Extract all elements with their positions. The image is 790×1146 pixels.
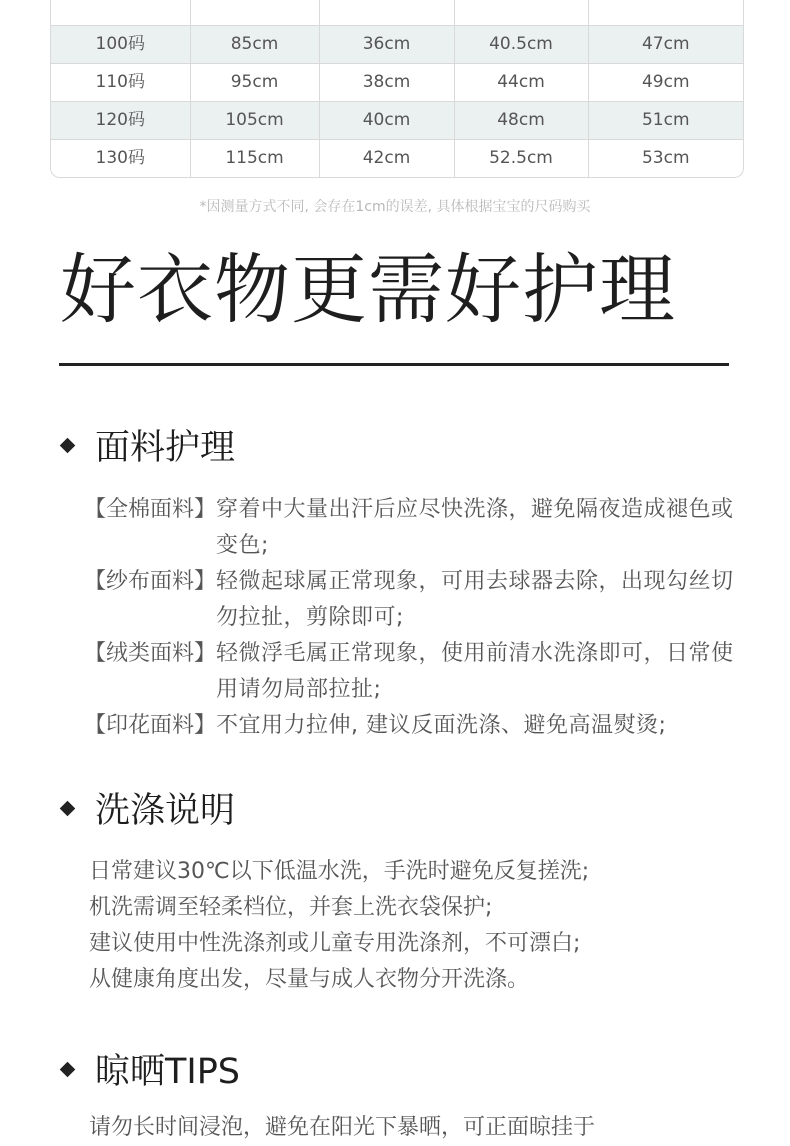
table-cell: 130码: [51, 140, 190, 178]
fabric-label: 【纱布面料】: [84, 569, 217, 594]
fabric-label: 【印花面料】: [84, 713, 217, 738]
list-item: 机洗需调至轻柔档位，并套上洗衣袋保护;: [89, 895, 493, 920]
list-item: [84, 708, 734, 744]
list-item: 从健康角度出发，尽量与成人衣物分开洗涤。: [89, 967, 530, 992]
table-row: [51, 140, 743, 178]
diamond-bullet-icon: [60, 437, 76, 453]
section-heading-drying: [60, 1047, 240, 1091]
table-cell: 120码: [51, 102, 190, 140]
table-row: [51, 0, 743, 26]
table-cell: 38cm: [319, 64, 454, 102]
washing-instructions: [89, 854, 739, 998]
table-cell: 53cm: [641, 148, 690, 168]
table-cell: 40.5cm: [454, 26, 588, 64]
list-item: 建议使用中性洗涤剂或儿童专用洗涤剂，不可漂白;: [89, 931, 581, 956]
title-divider: [59, 363, 729, 366]
section-title: 面料护理: [95, 428, 236, 468]
table-row: [51, 102, 743, 140]
diamond-bullet-icon: [60, 800, 76, 816]
table-cell: 110码: [51, 64, 190, 102]
table-cell: 100码: [51, 26, 190, 64]
section-title: 洗涤说明: [95, 791, 236, 831]
section-heading-fabric-care: [60, 423, 235, 467]
table-row: [51, 26, 743, 64]
table-cell: 115cm: [190, 140, 319, 178]
section-heading-washing: [60, 786, 235, 830]
list-item: [84, 492, 734, 564]
size-table-grid: [51, 0, 743, 177]
fabric-care-text: 轻微起球属正常现象，可用去球器去除，出现勾丝切勿拉扯，剪除即可;: [216, 569, 734, 630]
table-cell: 51cm: [588, 102, 743, 140]
table-cell: 40cm: [319, 102, 454, 140]
list-item: 日常建议30℃以下低温水洗，手洗时避免反复搓洗;: [89, 859, 590, 884]
table-cell: 49cm: [588, 64, 743, 102]
list-item: [84, 564, 734, 636]
drying-tips: [89, 1110, 739, 1146]
list-item: 请勿长时间浸泡，避免在阳光下暴晒，可正面晾挂于: [89, 1115, 596, 1140]
fabric-care-text: 不宜用力拉伸, 建议反面洗涤、避免高温熨烫;: [216, 713, 667, 738]
table-cell: 36cm: [319, 26, 454, 64]
table-cell: 47cm: [588, 26, 743, 64]
table-cell: 42cm: [319, 140, 454, 178]
measurement-note: *因测量方式不同, 会存在1cm的误差, 具体根据宝宝的尺码购买: [199, 199, 591, 215]
fabric-label: 【全棉面料】: [84, 497, 217, 522]
section-title: 晾晒TIPS: [95, 1052, 241, 1092]
table-cell: 85cm: [190, 26, 319, 64]
diamond-bullet-icon: [60, 1061, 76, 1077]
page-title: 好衣物更需好护理: [60, 245, 676, 334]
table-cell: 44cm: [454, 64, 588, 102]
fabric-care-text: 穿着中大量出汗后应尽快洗涤，避免隔夜造成褪色或变色;: [216, 497, 734, 558]
table-cell: 105cm: [190, 102, 319, 140]
size-table: [50, 0, 744, 178]
table-cell: 48cm: [454, 102, 588, 140]
list-item: [84, 636, 734, 708]
table-cell: 52.5cm: [454, 140, 588, 178]
table-row: [51, 64, 743, 102]
fabric-care-text: 轻微浮毛属正常现象，使用前清水洗涤即可，日常使用请勿局部拉扯;: [216, 641, 734, 702]
fabric-care-list: [84, 492, 734, 744]
table-cell: 95cm: [190, 64, 319, 102]
fabric-label: 【绒类面料】: [84, 641, 217, 666]
